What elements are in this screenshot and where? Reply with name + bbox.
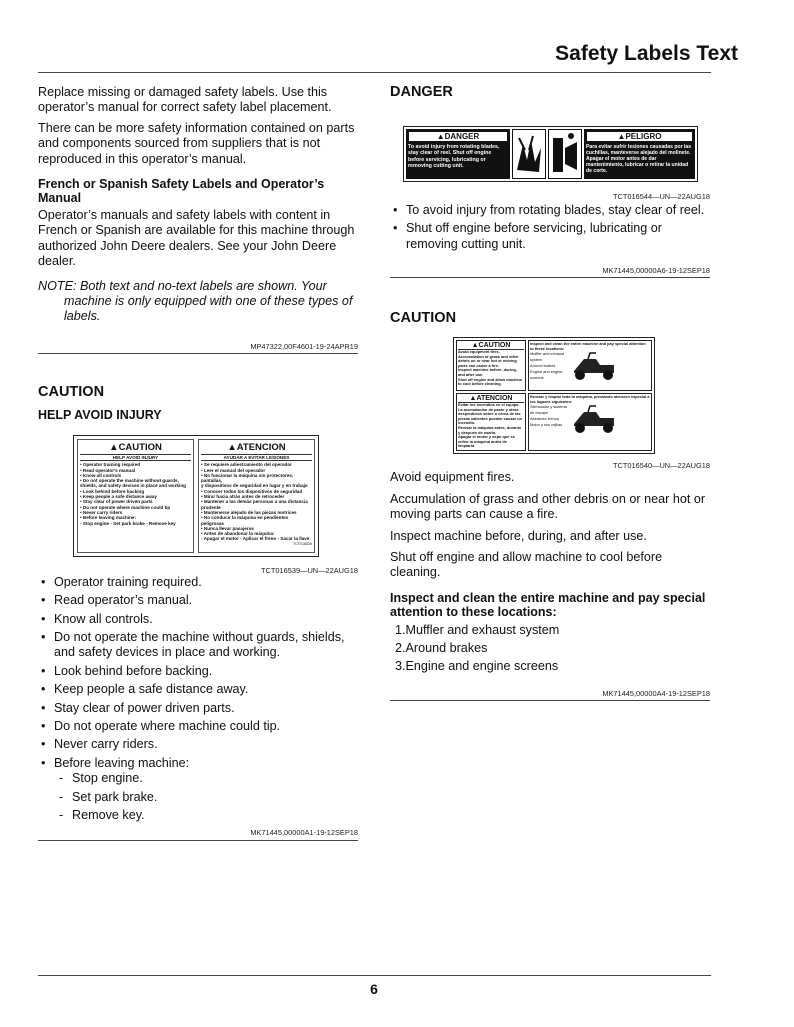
danger-label-spanish-panel [584, 129, 695, 179]
label-line: • Antes de abandonar la máquina: [201, 531, 275, 537]
label-line: • Mirar hacia atrás antes de retroceder [201, 494, 285, 500]
label-line: - Apagar el motor - Aplicar el freno - Sacar la llave [201, 536, 310, 542]
fire-label-en-items [530, 351, 570, 381]
warning-triangle-icon: ▲ [617, 132, 626, 141]
inspection-location-list [390, 623, 710, 678]
label-line: Apagar el motor y dejar que se enfríe la máquina antes de limpiarla. [458, 434, 515, 449]
fire-label-en-text [458, 350, 524, 387]
warning-triangle-icon: ▲ [109, 442, 119, 453]
bullet-item: • Do not operate where machine could tip. [38, 719, 363, 734]
danger-peligro-safety-label [403, 126, 698, 182]
figure-caption: TCT016544—UN—22AUG18 [613, 192, 710, 201]
label-line: • Operator training required [80, 462, 141, 468]
caution-bullet-list [38, 575, 363, 774]
label-line: Avoid equipment fires. [458, 349, 500, 354]
page-number: 6 [370, 981, 378, 997]
label-line: La acumulación de pasto y otros desperdicios sobre o cerca de las piezas calientes pueden causar un incendio. [458, 406, 523, 426]
footer-rule [38, 975, 711, 976]
label-es-subtitle: AYUDAR A EVITAR LESIONES [201, 455, 312, 461]
fire-caution-safety-label [453, 337, 655, 454]
section-rule [38, 353, 358, 354]
label-line: • Never carry riders [80, 509, 123, 515]
danger-label-en-text: To avoid injury from rotating blades, stay clear of reel. Shut off engine before servicing, lubricating or removing cutting unit. [408, 144, 500, 169]
inspect-heading: Inspect and clean the entire machine and pay special attention to these locations: [390, 591, 706, 619]
label-line: • Stay clear of power driven parts [80, 499, 153, 505]
label-item: Around brakes [530, 363, 556, 369]
label-line: • No funcionar la máquina sin protectores, pantallas, [201, 472, 294, 484]
fire-label-es-text [458, 403, 524, 449]
label-item: Silenciador y sistema de escape [530, 404, 567, 416]
bullet-item: • Read operator’s manual. [38, 593, 363, 608]
caution-label-english-panel [77, 439, 194, 553]
warning-triangle-icon: ▲ [469, 395, 477, 403]
label-line: Evitar los incendios en el equipo. [458, 402, 520, 408]
label-part-code: TCT016539 [293, 541, 312, 546]
section-rule [38, 840, 358, 841]
danger-heading: DANGER [390, 84, 453, 100]
mower-illustration-icon [570, 351, 618, 381]
fire-label-es-items [530, 404, 570, 434]
label-en-lines [80, 462, 191, 526]
numbered-item: 3.Engine and engine screens [395, 659, 559, 674]
bullet-item: • Before leaving machine: [38, 756, 363, 771]
bullet-item: • To avoid injury from rotating blades, stay clear of reel. [390, 203, 715, 218]
label-line: • Conocer todos los dispositivos de seguridad [201, 488, 303, 494]
fire-label-en-right [528, 340, 652, 391]
label-atencion-word: ATENCION [236, 442, 286, 453]
label-caution-word: CAUTION [118, 442, 162, 453]
section-rule [390, 277, 710, 278]
warning-triangle-icon: ▲ [227, 442, 237, 453]
before-leaving-sublist [38, 771, 338, 827]
label-line: • Mantenerse alejado de las piezas motrices [201, 509, 297, 515]
label-line: • Do not operate the machine without guards, [80, 478, 179, 484]
title-rule [38, 72, 711, 73]
fire-label-es-left [456, 393, 526, 451]
danger-label-english-panel [406, 129, 510, 179]
fire-label-en-left [456, 340, 526, 391]
label-line: • Look behind before backing [80, 488, 145, 494]
mower-illustration-icon [570, 404, 618, 434]
bullet-item: • Look behind before backing. [38, 664, 363, 679]
fire-label-es-right [528, 393, 652, 451]
reference-code: MP47322,00F4601-19-24APR19 [250, 342, 358, 351]
section-rule [390, 700, 710, 701]
label-line: • Do not operate where machine could tip [80, 504, 171, 510]
bullet-item: • Stay clear of power driven parts. [38, 701, 363, 716]
french-spanish-body: Operator’s manuals and safety labels with content in French or Spanish are available for this machine through authorized John Deere dealers. See your John Deere dealer. [38, 208, 355, 268]
intro-paragraph-2: There can be more safety information contained on parts and components sourced from suppliers that is not reproduced in this operator’s manual. [38, 121, 355, 166]
sub-bullet-item: - Set park brake. [38, 790, 338, 805]
fire-paragraph-2: Accumulation of grass and other debris on or near hot or moving parts can cause a fire. [390, 492, 706, 522]
numbered-item: 2.Around brakes [395, 641, 488, 656]
danger-bullet-list [390, 203, 715, 255]
label-es-lines [201, 462, 312, 541]
reference-code: MK71445,00000A4-19-12SEP18 [602, 689, 710, 698]
fire-label-en-head: Inspect and clean the entire machine and pay special attention to these locations: [530, 341, 646, 351]
label-line: Inspect machine before, during, and after use. [458, 367, 517, 377]
caution-atencion-safety-label [73, 435, 319, 557]
label-line: • Know all controls [80, 472, 122, 478]
numbered-item: 1.Muffler and exhaust system [395, 623, 560, 637]
caution-heading: CAUTION [38, 384, 105, 400]
label-line: - Stop engine - Set park brake - Remove key [80, 520, 176, 526]
bullet-item: • Know all controls. [38, 612, 363, 627]
label-line: • Before leaving machine: [80, 515, 136, 521]
label-line: • Keep people a safe distance away [80, 494, 157, 500]
label-line: Shut off engine and allow machine to cool before cleaning. [458, 376, 522, 387]
fire-label-es-head: Revisar y limpiar toda la máquina, prestando atención especial a los lugares siguientes: [530, 394, 650, 404]
label-line: • No conducir la máquina en pendientes peligrosas [201, 515, 289, 526]
note-lead: NOTE: Both text and no-text labels are shown. Your [38, 279, 327, 293]
reference-code: MK71445,00000A1-19-12SEP18 [250, 828, 358, 837]
label-line: Revisar la máquina antes, durante y después de usarla. [458, 425, 522, 435]
bullet-item: • Do not operate the machine without guards, shields, and safety devices in place and working. [38, 630, 363, 660]
label-peligro-word: PELIGRO [625, 132, 662, 141]
bullet-item: • Operator training required. [38, 575, 363, 590]
caution-label-spanish-panel [198, 439, 315, 553]
label-atencion-word: ATENCION [476, 395, 513, 403]
sub-bullet-item: - Stop engine. [38, 771, 338, 786]
page-title: Safety Labels Text [555, 42, 738, 65]
label-item: Motor y sus rejillas [530, 422, 563, 428]
label-line: y dispositivos de seguridad en lugar y en trabajo [201, 483, 308, 489]
label-en-subtitle: HELP AVOID INJURY [80, 455, 191, 461]
label-item: Alrededor frenos [530, 416, 559, 422]
guard-hazard-icon [548, 129, 582, 179]
fire-paragraph-1: Avoid equipment fires. [390, 470, 515, 484]
label-line: shields, and safety devices in place and working [80, 483, 186, 489]
label-item: Muffler and exhaust system [530, 351, 565, 363]
bullet-item: • Shut off engine before servicing, lubricating or removing cutting unit. [390, 221, 715, 251]
rotating-blade-hazard-icon [512, 129, 546, 179]
warning-triangle-icon: ▲ [436, 132, 445, 141]
label-line: • Nunca llevar pasajeros [201, 525, 254, 531]
figure-caption: TCT016539—UN—22AUG18 [261, 566, 358, 575]
fire-paragraph-4: Shut off engine and allow machine to cool before cleaning. [390, 550, 663, 580]
intro-paragraph-1: Replace missing or damaged safety labels. Use this operator’s manual for correct safety label placement. [38, 85, 332, 115]
figure-caption: TCT016540—UN—22AUG18 [613, 461, 710, 470]
sub-bullet-item: - Remove key. [38, 808, 338, 823]
caution-heading: CAUTION [390, 310, 457, 326]
label-line: • Read operator's manual [80, 467, 136, 473]
bullet-item: • Keep people a safe distance away. [38, 682, 363, 697]
bullet-item: • Never carry riders. [38, 737, 363, 752]
label-item: Engine and engine screens [530, 369, 563, 381]
label-danger-word: DANGER [444, 132, 480, 141]
label-line: • Mantener a las demás personas a una distancia prudente [201, 499, 308, 510]
label-line: Accumulation of grass and other debris on or near hot or moving parts can cause a fire. [458, 353, 519, 368]
reference-code: MK71445,00000A6-19-12SEP18 [602, 266, 710, 275]
help-avoid-injury-heading: HELP AVOID INJURY [38, 408, 162, 422]
fire-paragraph-3: Inspect machine before, during, and after use. [390, 529, 647, 543]
note-body: machine is only equipped with one of these types of labels. [64, 294, 353, 324]
label-caution-word: CAUTION [478, 342, 511, 349]
label-line: • Leer el manual del operador [201, 467, 266, 473]
label-line: • Se requiere adiestramiento del operador [201, 462, 292, 468]
french-spanish-heading: French or Spanish Safety Labels and Operator’s Manual [38, 177, 325, 205]
danger-label-es-text: Para evitar sufrir lesiones causadas por las cuchillas, manteverse alejado del molinete. Apagar el motor antes de dar mantenimiento, lubricar o retirar la unidad de corte. [586, 144, 692, 175]
warning-triangle-icon: ▲ [471, 342, 479, 349]
